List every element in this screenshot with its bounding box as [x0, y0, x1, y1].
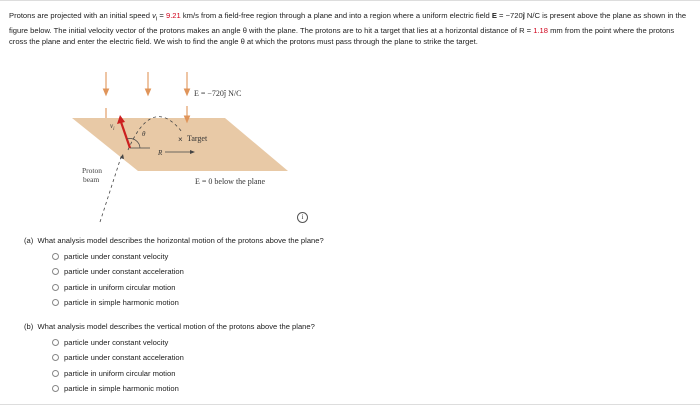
question-a	[24, 236, 324, 307]
distance-value: 1.18	[533, 25, 548, 35]
target-label: Target	[187, 134, 208, 143]
option-b-4[interactable]: particle in simple harmonic motion	[52, 384, 315, 393]
beam-path	[100, 154, 122, 222]
radio-button[interactable]	[52, 253, 59, 260]
question-b	[24, 322, 315, 393]
field-symbol: E	[491, 11, 497, 20]
question-a-text: (a) What analysis model describes the horizontal motion of the protons above the plane?	[24, 236, 324, 245]
problem-statement	[9, 10, 693, 47]
option-b-3[interactable]: particle in uniform circular motion	[52, 369, 315, 378]
plane	[72, 118, 288, 171]
problem-text-3: km/s from a field-free region through a plane and into a region where a uniform electric field	[180, 11, 492, 20]
physics-figure	[70, 72, 310, 224]
option-b-1[interactable]: particle under constant velocity	[52, 338, 315, 347]
radio-button[interactable]	[52, 284, 59, 291]
field-below-label: E = 0 below the plane	[195, 177, 266, 186]
beam-label-2: beam	[83, 175, 100, 184]
problem-text-1: Protons are projected with an initial speed	[9, 11, 153, 20]
field-above-label: E = −720ĵ N/C	[194, 89, 242, 98]
field-arrows	[104, 72, 190, 122]
beam-label-1: Proton	[82, 166, 103, 175]
vi-symbol: v	[152, 11, 156, 20]
radio-button[interactable]	[52, 385, 59, 392]
radio-button[interactable]	[52, 268, 59, 275]
top-divider	[0, 0, 700, 1]
info-icon[interactable]: i	[297, 212, 308, 223]
r-label: R	[158, 149, 163, 157]
radio-button[interactable]	[52, 370, 59, 377]
option-b-2[interactable]: particle under constant acceleration	[52, 353, 315, 362]
problem-text-4: = −720	[496, 11, 523, 20]
target-marker: ×	[178, 135, 183, 144]
option-a-2[interactable]: particle under constant acceleration	[52, 267, 324, 276]
question-b-text: (b) What analysis model describes the vertical motion of the protons above the plane?	[24, 322, 315, 331]
unit-vector-j: ĵ	[522, 11, 525, 20]
speed-value: 9.21	[165, 11, 181, 20]
radio-button[interactable]	[52, 339, 59, 346]
option-a-4[interactable]: particle in simple harmonic motion	[52, 298, 324, 307]
vi-label: $v_i$	[110, 122, 115, 132]
option-a-1[interactable]: particle under constant velocity	[52, 252, 324, 261]
vi-subscript: i	[155, 15, 158, 23]
bottom-divider	[0, 404, 700, 405]
theta-label: θ	[142, 130, 146, 138]
problem-text-5: N/C is present above the plane as shown in the figure below. The initial velocity vector of the protons makes an angle θ with the plane. The protons are to hit a target that lies at a horizontal distance of R =	[9, 11, 687, 35]
radio-button[interactable]	[52, 299, 59, 306]
problem-text-6: mm from the point where the protons cross the plane and enter the electric field. We wish to find the angle θ at which the protons must pass through the plane to strike the target.	[9, 25, 675, 46]
option-a-3[interactable]: particle in uniform circular motion	[52, 283, 324, 292]
problem-text-2: =	[157, 11, 166, 20]
radio-button[interactable]	[52, 354, 59, 361]
